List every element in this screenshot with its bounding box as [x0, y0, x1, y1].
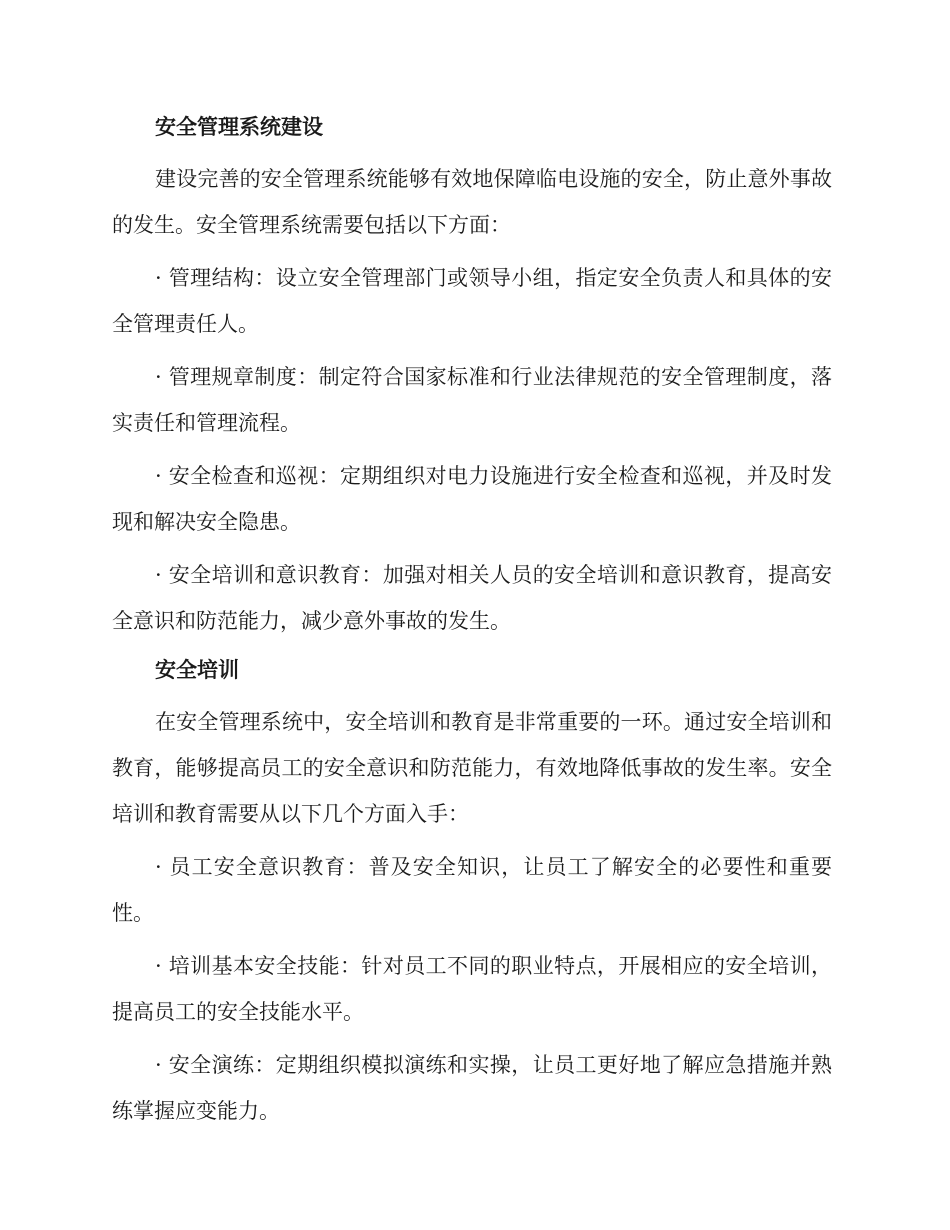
bullet-paragraph: · 员工安全意识教育：普及安全知识，让员工了解安全的必要性和重要性。	[112, 855, 832, 925]
paragraph: 建设完善的安全管理系统能够有效地保障临电设施的安全，防止意外事故的发生。安全管理系统需要包括以下方面：	[112, 167, 832, 237]
document-page	[112, 108, 832, 1141]
bullet-paragraph: · 安全培训和意识教育：加强对相关人员的安全培训和意识教育，提高安全意识和防范能力，减少意外事故的发生。	[112, 563, 832, 633]
section-safety-management-system	[112, 108, 832, 644]
bullet-paragraph: · 管理结构：设立安全管理部门或领导小组，指定安全负责人和具体的安全管理责任人。	[112, 266, 832, 336]
paragraph: 在安全管理系统中，安全培训和教育是非常重要的一环。通过安全培训和教育，能够提高员工的安全意识和防范能力，有效地降低事故的发生率。安全培训和教育需要从以下几个方面入手：	[112, 710, 832, 826]
section-safety-training	[112, 651, 832, 1134]
bullet-paragraph: · 培训基本安全技能：针对员工不同的职业特点，开展相应的安全培训，提高员工的安全技能水平。	[112, 954, 832, 1024]
section-heading: 安全培训	[155, 657, 239, 682]
bullet-paragraph: · 安全演练：定期组织模拟演练和实操，让员工更好地了解应急措施并熟练掌握应变能力。	[112, 1053, 832, 1123]
bullet-paragraph: · 管理规章制度：制定符合国家标准和行业法律规范的安全管理制度，落实责任和管理流程。	[112, 365, 832, 435]
section-heading: 安全管理系统建设	[155, 114, 323, 139]
bullet-paragraph: · 安全检查和巡视：定期组织对电力设施进行安全检查和巡视，并及时发现和解决安全隐患。	[112, 464, 832, 534]
